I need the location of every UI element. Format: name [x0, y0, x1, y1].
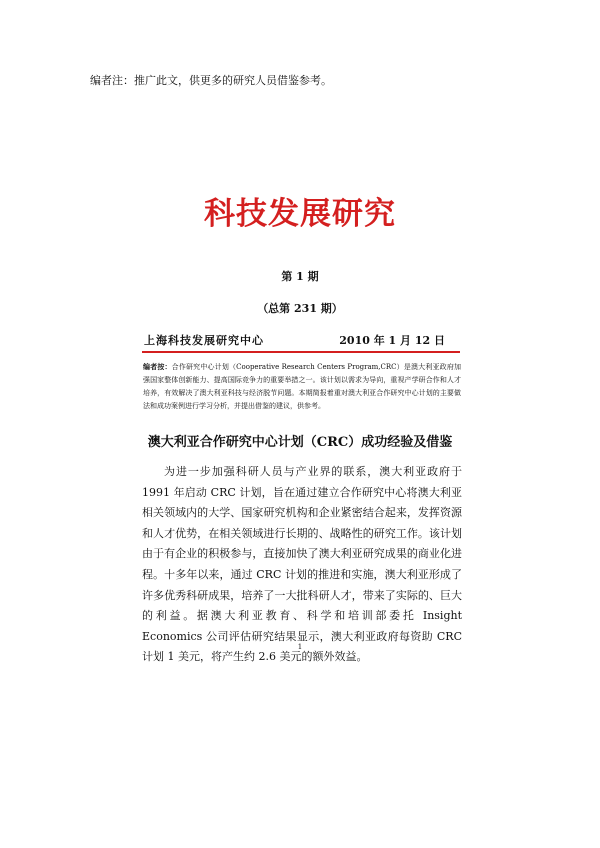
issue-number: 第 1 期: [281, 270, 319, 283]
issue-date: 2010 年 1 月 12 日: [339, 334, 445, 347]
issue-total-number: （总第 231 期）: [257, 302, 343, 315]
abstract-text: 合作研究中心计划（Cooperative Research Centers Program,CRC）是澳大利亚政府加强国家整体创新能力、提高国际竞争力的重要举措之一。该计划以需求为导向，重视产学研合作和人才培养，有效解决了澳大利亚科技与经济脱节问题。本期简报着重对澳大利亚合作研究中心计划的主要做法和成功案例进行学习分析，并提出借鉴的建议，供参考。: [143, 363, 462, 410]
publication-title: 科技发展研究: [204, 196, 396, 232]
editor-abstract: [143, 360, 461, 413]
organization-name: 上海科技发展研究中心: [144, 334, 264, 347]
page-number: 1: [297, 643, 303, 651]
abstract-label: 编者按：: [143, 362, 172, 371]
article-title: 澳大利亚合作研究中心计划（CRC）成功经验及借鉴: [147, 435, 453, 450]
article-body-paragraph: 为进一步加强科研人员与产业界的联系，澳大利亚政府于 1991 年启动 CRC 计划，旨在通过建立合作研究中心将澳大利亚相关领域内的大学、国家研究机构和企业紧密结合起来，发挥资源和人才优势，在相关领域进行长期的、战略性的研究工作。该计划由于有企业的积极参与，直接加快了澳大利亚研究成果的商业化进程。十多年以来，通过 CRC 计划的推进和实施，澳大利亚形成了许多优秀科研成果，培养了一大批科研人才，带来了实际的、巨大的利益。据澳大利亚教育、科学和培训部委托 Insight Economics 公司评估研究结果显示，澳大利亚政府每资助 CRC 计划 1 美元，将产生约 2.6 美元的额外效益。: [142, 465, 462, 664]
editor-note: 编者注：推广此文，供更多的研究人员借鉴参考。: [90, 74, 332, 87]
header-divider: [142, 351, 460, 353]
